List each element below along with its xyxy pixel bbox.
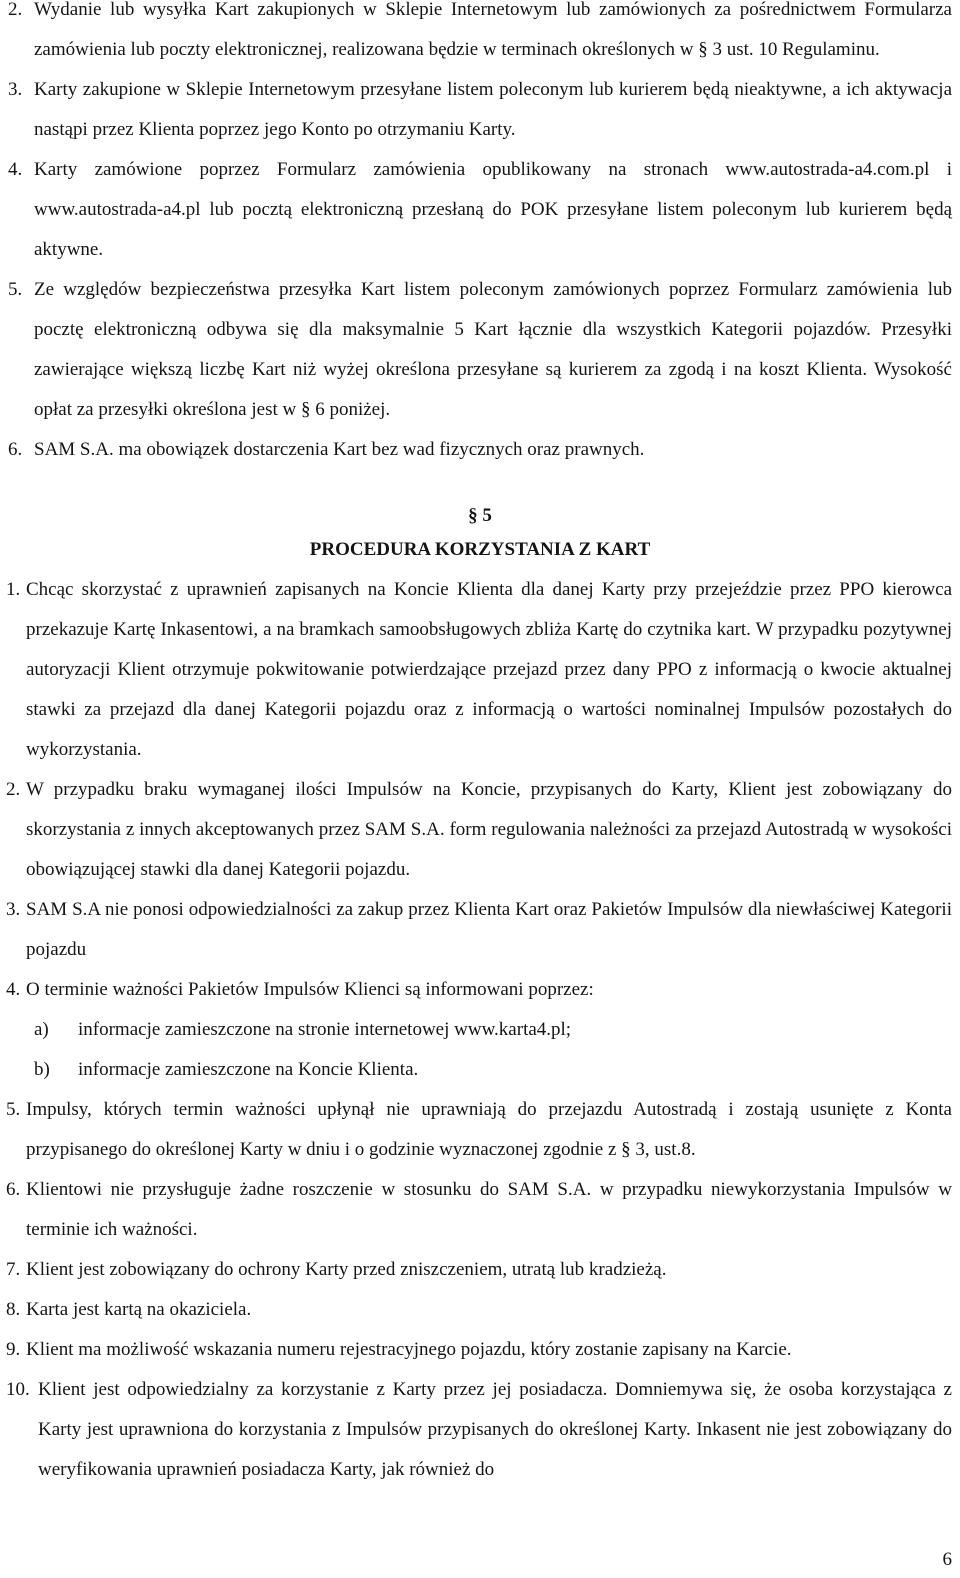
list-item [0,1370,960,1490]
item-text: Ze względów bezpieczeństwa przesyłka Kart listem poleconym zamówionych poprzez Formularz zamówienia lub pocztę elektroniczną odbywa się dla maksymalnie 5 Kart łącznie dla wszystkich Kategorii pojazdów. Przesyłki zawierające większą liczbę Kart niż wyżej określona przesyłane są kurierem za zgodą i na koszt Klienta. Wysokość opłat za przesyłki określona jest w § 6 poniżej. [34,279,952,420]
item-number: 5. [6,1099,21,1120]
item-number: 9. [6,1339,21,1360]
list-item [0,1090,960,1170]
sub-list-item [0,1010,960,1050]
sub-item-text: informacje zamieszczone na Koncie Klienta. [78,1059,419,1080]
item-text: Klientowi nie przysługuje żadne roszczenie w stosunku do SAM S.A. w przypadku niewykorzystania Impulsów w terminie ich ważności. [26,1179,952,1240]
item-text: Chcąc skorzystać z uprawnień zapisanych na Koncie Klienta dla danej Karty przy przejeździe przez PPO kierowca przekazuje Kartę Inkasentowi, a na bramkach samoobsługowych zbliża Kartę do czytnika kart. W przypadku pozytywnej autoryzacji Klient otrzymuje pokwitowanie potwierdzające przejazd przez dany PPO z informacją o kwocie aktualnej stawki za przejazd dla danej Kategorii pojazdu oraz z informacją o wartości nominalnej Impulsów pozostałych do wykorzystania. [26,579,952,760]
item-text: Klient jest odpowiedzialny za korzystanie z Karty przez jej posiadacza. Domniemywa się, że osoba korzystająca z Karty jest uprawniona do korzystania z Impulsów przypisanych do określonej Karty. Inkasent nie jest zobowiązany do weryfikowania uprawnień posiadacza Karty, jak również do [38,1379,952,1480]
item-number: 5. [8,279,23,300]
list-item [0,70,960,150]
item-text: Impulsy, których termin ważności upłynął nie uprawniają do przejazdu Autostradą i zostają usunięte z Konta przypisanego do określonej Karty w dniu i o godzinie wyznaczonej zgodnie z § 3, ust.8. [26,1099,952,1160]
item-text: Karty zakupione w Sklepie Internetowym przesyłane listem poleconym lub kurierem będą nieaktywne, a ich aktywacja nastąpi przez Klienta poprzez jego Konto po otrzymaniu Karty. [34,79,952,140]
section-number: § 5 [468,505,492,526]
list-item [0,1330,960,1370]
item-number: 6. [6,1179,21,1200]
item-text: Klient jest zobowiązany do ochrony Karty przed zniszczeniem, utratą lub kradzieżą. [26,1259,667,1280]
item-number: 3. [8,79,23,100]
list-item [0,1250,960,1290]
list-item [0,570,960,770]
list-item [0,970,960,1010]
list-item [0,150,960,270]
item-number: 10. [6,1379,30,1400]
list-item [0,1290,960,1330]
page-number: 6 [942,1549,952,1570]
item-number: 3. [6,899,21,920]
sub-list-item [0,1050,960,1090]
item-text: SAM S.A. ma obowiązek dostarczenia Kart bez wad fizycznych oraz prawnych. [34,439,645,460]
item-number: 1. [6,579,21,600]
sub-item-letter: b) [34,1059,50,1080]
list-item [0,770,960,890]
item-number: 4. [8,159,23,180]
item-number: 2. [6,779,21,800]
section-title: PROCEDURA KORZYSTANIA Z KART [309,539,651,560]
item-number: 2. [8,0,23,20]
item-text: Karta jest kartą na okaziciela. [26,1299,252,1320]
list-item [0,270,960,430]
list-item [0,430,960,470]
item-number: 7. [6,1259,21,1280]
item-text: Wydanie lub wysyłka Kart zakupionych w Sklepie Internetowym lub zamówionych za pośrednictwem Formularza zamówienia lub poczty elektronicznej, realizowana będzie w terminach określonych w § 3 ust. 10 Regulaminu. [34,0,952,60]
item-number: 6. [8,439,23,460]
sub-item-text: informacje zamieszczone na stronie internetowej www.karta4.pl; [78,1019,572,1040]
item-text: SAM S.A nie ponosi odpowiedzialności za zakup przez Klienta Kart oraz Pakietów Impulsów dla niewłaściwej Kategorii pojazdu [26,899,952,960]
item-text: Karty zamówione poprzez Formularz zamówienia opublikowany na stronach www.autostrada-a4.com.pl i www.autostrada-a4.pl lub pocztą elektroniczną przesłaną do POK przesyłane listem poleconym lub kurierem będą aktywne. [34,159,952,260]
list-item [0,0,960,70]
item-text: W przypadku braku wymaganej ilości Impulsów na Koncie, przypisanych do Karty, Klient jest zobowiązany do skorzystania z innych akceptowanych przez SAM S.A. form regulowania należności za przejazd Autostradą w wysokości obowiązującej stawki dla danej Kategorii pojazdu. [26,779,952,880]
list-item [0,890,960,970]
item-number: 4. [6,979,21,1000]
list-item [0,1170,960,1250]
item-text: O terminie ważności Pakietów Impulsów Klienci są informowani poprzez: [26,979,594,1000]
item-text: Klient ma możliwość wskazania numeru rejestracyjnego pojazdu, który zostanie zapisany na Karcie. [26,1339,792,1360]
item-number: 8. [6,1299,21,1320]
sub-item-letter: a) [34,1019,49,1040]
